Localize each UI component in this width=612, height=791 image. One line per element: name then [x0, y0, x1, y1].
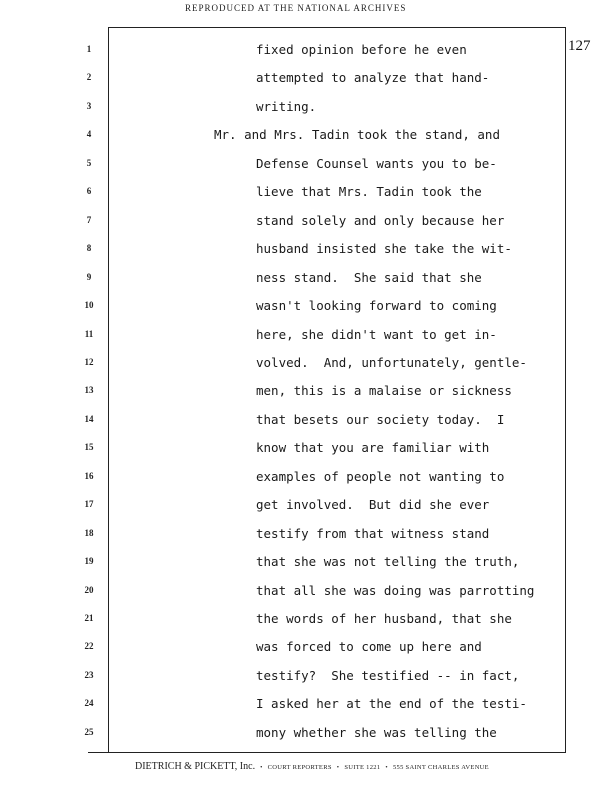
footer-address: 555 SAINT CHARLES AVENUE	[392, 764, 489, 771]
line-number: 4	[86, 129, 92, 140]
line-number: 8	[86, 243, 92, 254]
transcript-line: here, she didn't want to get in-	[256, 326, 497, 342]
line-number: 1	[86, 44, 92, 54]
line-number: 2	[86, 72, 92, 83]
line-number: 7	[86, 214, 92, 225]
footer-separator: •	[260, 764, 263, 771]
line-number: 19	[84, 556, 94, 567]
footer-firm: DIETRICH & PICKETT, Inc.	[135, 761, 256, 772]
transcript-line: lieve that Mrs. Tadin took the	[256, 184, 482, 200]
footer-services: COURT REPORTERS	[267, 764, 332, 771]
transcript-line: that all she was doing was parrotting	[256, 582, 535, 598]
transcript-line: Mr. and Mrs. Tadin took the stand, and	[214, 127, 500, 143]
line-number: 14	[84, 413, 94, 424]
line-number: 25	[84, 726, 94, 737]
transcript-line: get involved. But did she ever	[256, 497, 490, 513]
transcript-line: testify? She testified -- in fact,	[256, 667, 520, 683]
frame-bottom-border	[88, 752, 566, 753]
transcript-line: testify from that witness stand	[256, 525, 490, 541]
line-number: 16	[84, 470, 94, 481]
line-number: 10	[84, 300, 94, 311]
transcript-line: ness stand. She said that she	[256, 269, 482, 285]
line-number: 22	[84, 641, 94, 652]
line-number: 15	[84, 442, 94, 453]
transcript-line: wasn't looking forward to coming	[256, 298, 497, 314]
footer-suite: SUITE 1221	[344, 764, 381, 771]
transcript-line: fixed opinion before he even	[256, 42, 467, 57]
footer-separator: •	[385, 764, 388, 771]
frame-right-border	[565, 27, 566, 753]
transcript-line: writing.	[256, 98, 317, 114]
line-number: 23	[84, 669, 94, 680]
line-number: 11	[84, 328, 94, 339]
line-number: 24	[84, 698, 94, 709]
footer	[135, 761, 489, 772]
page-number: 127	[568, 38, 591, 54]
transcript-line: men, this is a malaise or sickness	[256, 383, 512, 399]
transcript-line: husband insisted she take the wit-	[256, 241, 512, 257]
transcript-line: the words of her husband, that she	[256, 611, 512, 626]
transcript-line: volved. And, unfortunately, gentle-	[256, 354, 527, 370]
line-number: 18	[84, 527, 94, 538]
line-number: 17	[84, 499, 94, 510]
transcript-line: that she was not telling the truth,	[256, 554, 520, 570]
line-number: 9	[86, 271, 92, 282]
transcript-line: mony whether she was telling the	[256, 724, 497, 740]
line-number: 20	[84, 584, 94, 595]
archive-header: REPRODUCED AT THE NATIONAL ARCHIVES	[185, 3, 407, 13]
footer-separator: •	[336, 764, 340, 771]
transcript-line: that besets our society today. I	[256, 411, 505, 427]
line-number: 13	[84, 385, 94, 396]
transcript-line: Defense Counsel wants you to be-	[256, 155, 497, 171]
line-number: 21	[84, 613, 94, 623]
line-number: 12	[84, 356, 94, 367]
line-number: 5	[86, 157, 92, 168]
frame-left-border	[108, 27, 109, 753]
transcript-line: examples of people not wanting to	[256, 468, 505, 484]
transcript-line: attempted to analyze that hand-	[256, 70, 490, 86]
line-number: 6	[86, 186, 92, 197]
transcript-line: stand solely and only because her	[256, 212, 505, 228]
transcript-line: I asked her at the end of the testi-	[256, 696, 527, 712]
transcript-line: know that you are familiar with	[256, 440, 490, 456]
frame-top-border	[108, 27, 566, 28]
line-number: 3	[86, 100, 92, 111]
transcript-line: was forced to come up here and	[256, 639, 482, 655]
